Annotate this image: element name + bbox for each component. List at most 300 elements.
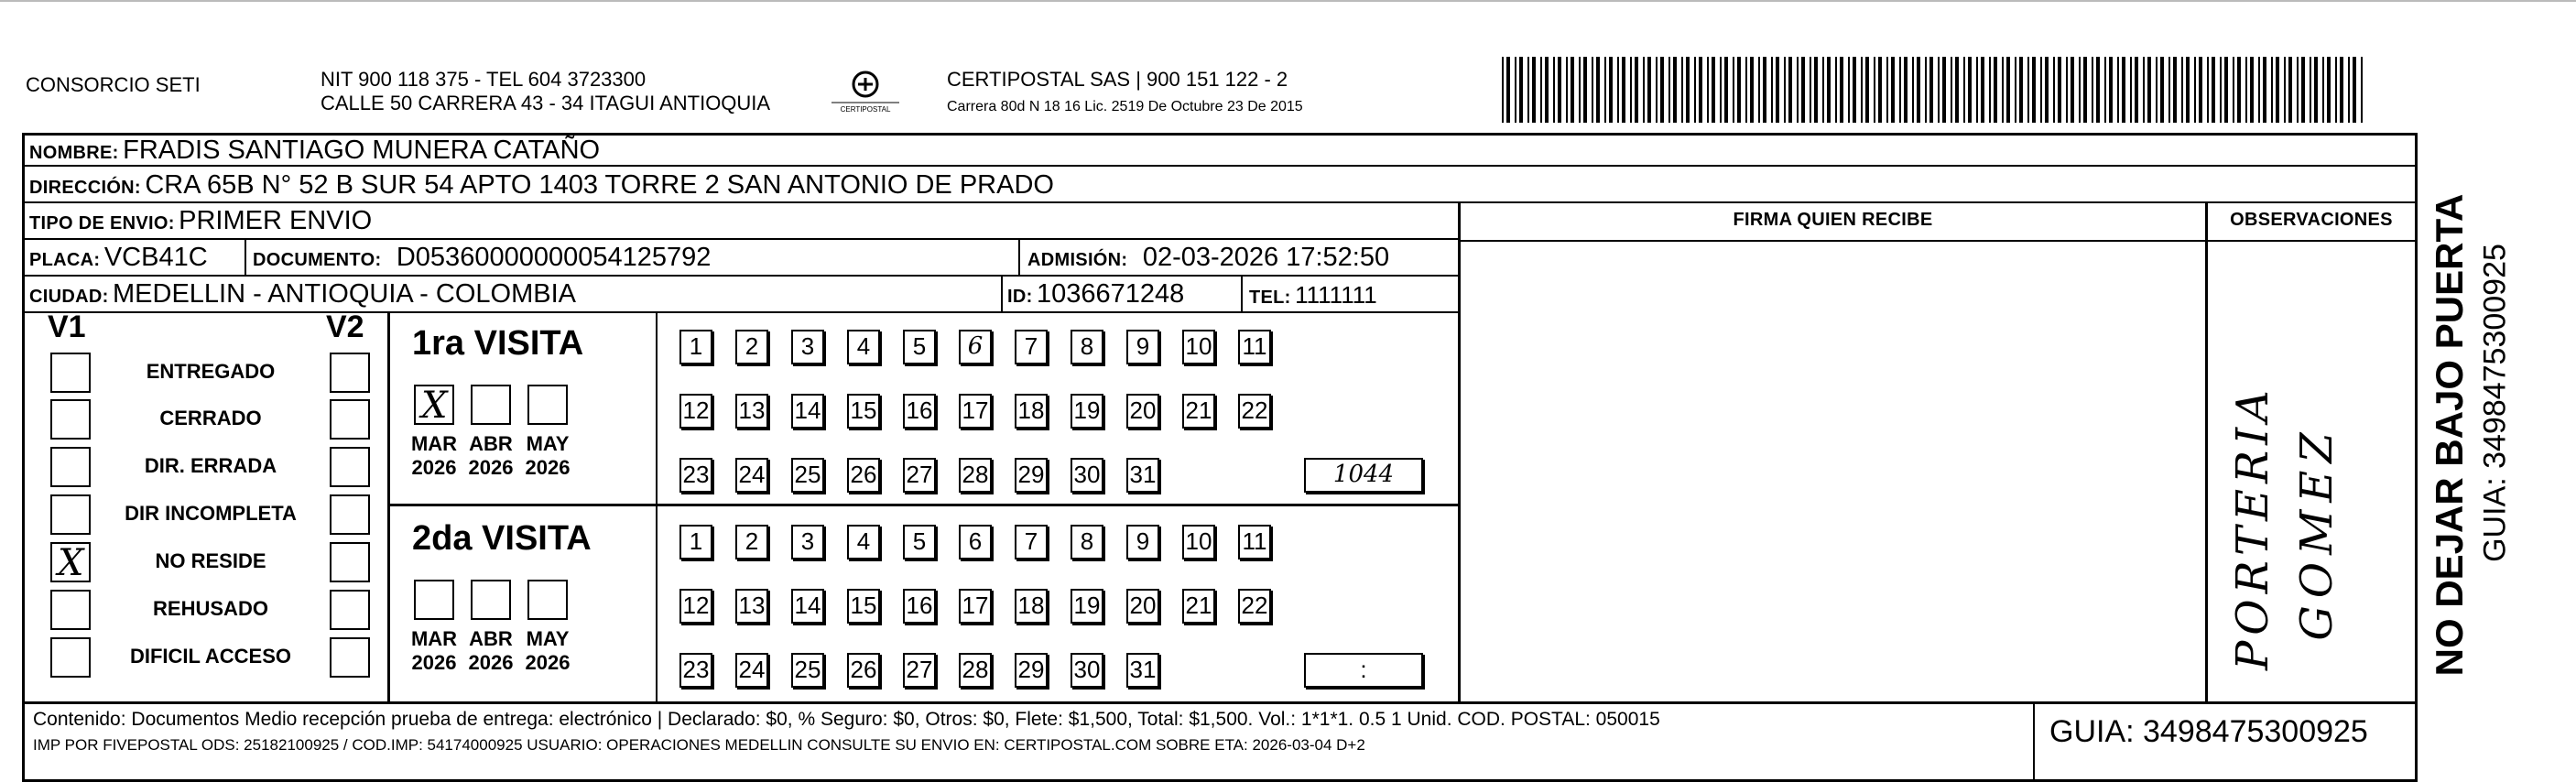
day-box[interactable]: 12 bbox=[679, 394, 712, 429]
barcode-bar bbox=[1814, 57, 1818, 123]
barcode-bar bbox=[1647, 57, 1651, 123]
barcode-bar bbox=[2233, 57, 2234, 123]
day-box[interactable]: 26 bbox=[847, 458, 880, 493]
month-name: MAR bbox=[410, 627, 458, 650]
placa-row bbox=[29, 244, 208, 271]
barcode-bar bbox=[1750, 57, 1754, 123]
day-box[interactable]: 8 bbox=[1071, 525, 1103, 559]
month-checkbox[interactable] bbox=[414, 385, 454, 425]
barcode-bar bbox=[1929, 57, 1933, 123]
month-year: 2026 bbox=[525, 456, 571, 479]
side-guia: GUIA: 3498475300925 bbox=[2477, 244, 2513, 562]
barcode-bar bbox=[1788, 57, 1792, 123]
month-name: MAY bbox=[526, 432, 570, 455]
day-box[interactable]: 30 bbox=[1071, 653, 1103, 688]
tel-row bbox=[1249, 283, 1377, 307]
barcode-bar bbox=[2032, 57, 2036, 123]
barcode-bar bbox=[1532, 57, 1536, 123]
barcode-bar bbox=[1617, 57, 1619, 123]
barcode-bar bbox=[2040, 57, 2042, 123]
barcode-bar bbox=[2301, 57, 2305, 123]
month-name: MAY bbox=[526, 627, 570, 650]
barcode-bar bbox=[2314, 57, 2318, 123]
check-mark: X bbox=[421, 385, 448, 427]
barcode-bar bbox=[2006, 57, 2010, 123]
day-box[interactable]: 29 bbox=[1015, 458, 1048, 493]
day-box[interactable]: 11 bbox=[1238, 330, 1271, 364]
day-box[interactable]: 31 bbox=[1126, 653, 1159, 688]
barcode-bar bbox=[2186, 57, 2190, 123]
day-box[interactable]: 13 bbox=[735, 394, 768, 429]
day-box[interactable]: 6 bbox=[959, 330, 992, 364]
barcode-bar bbox=[1865, 57, 1869, 123]
barcode-bar bbox=[1630, 57, 1632, 123]
month-label bbox=[520, 432, 575, 480]
id-label: ID: bbox=[1007, 287, 1033, 307]
barcode-bar bbox=[2322, 57, 2324, 123]
day-box[interactable]: 11 bbox=[1238, 525, 1271, 559]
documento-row bbox=[253, 244, 711, 271]
barcode-bar bbox=[2199, 57, 2202, 123]
status-v2-checkbox[interactable] bbox=[330, 447, 370, 487]
barcode-bar bbox=[1571, 57, 1574, 123]
barcode-bar bbox=[1506, 57, 1510, 123]
barcode-bar bbox=[1925, 57, 1927, 123]
placa-value: VCB41C bbox=[103, 243, 208, 272]
status-v2-checkbox[interactable] bbox=[330, 399, 370, 440]
barcode-bar bbox=[2327, 57, 2331, 123]
month-year: 2026 bbox=[525, 651, 571, 674]
day-box[interactable]: 17 bbox=[959, 589, 992, 624]
barcode-bar bbox=[2276, 57, 2279, 123]
day-box[interactable]: 21 bbox=[1182, 589, 1215, 624]
barcode-bar bbox=[2053, 57, 2055, 123]
barcode-bar bbox=[1886, 57, 1888, 123]
day-box[interactable]: 28 bbox=[959, 458, 992, 493]
barcode-bar bbox=[2212, 57, 2215, 123]
barcode-bar bbox=[1583, 57, 1587, 123]
status-v1-checkbox[interactable] bbox=[50, 447, 91, 487]
barcode-bar bbox=[1758, 57, 1760, 123]
barcode-bar bbox=[1519, 57, 1523, 123]
status-v2-checkbox[interactable] bbox=[330, 590, 370, 630]
barcode-bar bbox=[2143, 57, 2145, 123]
day-box[interactable]: 4 bbox=[847, 525, 880, 559]
status-v1-checkbox[interactable] bbox=[50, 590, 91, 630]
tel-label: TEL: bbox=[1249, 288, 1291, 308]
barcode-bar bbox=[1848, 57, 1850, 123]
barcode-bar bbox=[1502, 57, 1504, 123]
barcode-bar bbox=[1827, 57, 1831, 123]
barcode-bar bbox=[2130, 57, 2132, 123]
barcode-bar bbox=[2207, 57, 2209, 123]
day-box[interactable]: 27 bbox=[903, 653, 936, 688]
barcode-bar bbox=[1763, 57, 1766, 123]
row-line bbox=[22, 311, 1460, 313]
status-label: NO RESIDE bbox=[155, 549, 266, 572]
barcode-bar bbox=[1660, 57, 1664, 123]
day-box[interactable]: 22 bbox=[1238, 589, 1271, 624]
observaciones-header: OBSERVACIONES bbox=[2230, 210, 2393, 230]
barcode-bar bbox=[2194, 57, 2196, 123]
barcode bbox=[1502, 57, 2372, 123]
no-dejar-warning: NO DEJAR BAJO PUERTA bbox=[2428, 193, 2471, 677]
day-box[interactable]: 27 bbox=[903, 458, 936, 493]
admision-row bbox=[1027, 244, 1389, 271]
barcode-bar bbox=[2335, 57, 2337, 123]
tel-value: 1111111 bbox=[1295, 281, 1377, 309]
day-box[interactable]: 20 bbox=[1126, 589, 1159, 624]
month-label bbox=[463, 432, 518, 480]
col-line-placa bbox=[245, 240, 246, 275]
col-line-footer-guia bbox=[2033, 703, 2035, 781]
barcode-bar bbox=[1558, 57, 1561, 123]
status-label: DIFICIL ACCESO bbox=[129, 645, 291, 668]
col-line-tel bbox=[1241, 277, 1243, 311]
barcode-bar bbox=[1622, 57, 1625, 123]
day-box[interactable]: 24 bbox=[735, 458, 768, 493]
visit-title: 2da VISITA bbox=[412, 519, 592, 558]
day-box[interactable]: 14 bbox=[791, 589, 824, 624]
barcode-bar bbox=[1604, 57, 1606, 123]
barcode-bar bbox=[1515, 57, 1516, 123]
barcode-bar bbox=[2066, 57, 2068, 123]
row-line bbox=[22, 165, 2418, 167]
barcode-bar bbox=[2284, 57, 2286, 123]
barcode-bar bbox=[1784, 57, 1786, 123]
day-box[interactable]: 25 bbox=[791, 458, 824, 493]
barcode-bar bbox=[2237, 57, 2241, 123]
tipo-envio-row bbox=[29, 208, 372, 234]
day-box[interactable]: 4 bbox=[847, 330, 880, 364]
day-box[interactable]: 28 bbox=[959, 653, 992, 688]
barcode-bar bbox=[1810, 57, 1811, 123]
barcode-bar bbox=[1720, 57, 1722, 123]
status-v2-checkbox[interactable] bbox=[330, 494, 370, 535]
barcode-bar bbox=[1994, 57, 1997, 123]
day-box[interactable]: 9 bbox=[1126, 330, 1159, 364]
barcode-bar bbox=[1656, 57, 1658, 123]
direccion-label: DIRECCIÓN: bbox=[29, 178, 141, 198]
admision-label: ADMISIÓN: bbox=[1027, 250, 1128, 270]
day-box[interactable]: 2 bbox=[735, 525, 768, 559]
row-line bbox=[22, 201, 2418, 203]
month-year: 2026 bbox=[411, 456, 457, 479]
barcode-bar bbox=[2147, 57, 2151, 123]
barcode-bar bbox=[1681, 57, 1683, 123]
month-label bbox=[520, 627, 575, 675]
placa-label: PLACA: bbox=[29, 250, 101, 270]
barcode-bar bbox=[2288, 57, 2292, 123]
nit-line: NIT 900 118 375 - TEL 604 3723300 bbox=[321, 68, 647, 91]
barcode-bar bbox=[1694, 57, 1696, 123]
row-line bbox=[22, 238, 1460, 240]
day-box[interactable]: 18 bbox=[1015, 394, 1048, 429]
barcode-bar bbox=[1707, 57, 1709, 123]
barcode-bar bbox=[1981, 57, 1984, 123]
barcode-bar bbox=[2340, 57, 2343, 123]
barcode-bar bbox=[1596, 57, 1600, 123]
barcode-bar bbox=[1822, 57, 1824, 123]
day-box[interactable]: 18 bbox=[1015, 589, 1048, 624]
barcode-bar bbox=[1976, 57, 1978, 123]
ciudad-row bbox=[29, 281, 576, 308]
barcode-bar bbox=[1801, 57, 1805, 123]
handwriting-line-1: PORTERIA bbox=[2227, 385, 2278, 670]
barcode-bar bbox=[1592, 57, 1593, 123]
barcode-bar bbox=[1737, 57, 1741, 123]
barcode-bar bbox=[2027, 57, 2029, 123]
day-box[interactable]: 16 bbox=[903, 394, 936, 429]
barcode-bar bbox=[2071, 57, 2074, 123]
barcode-bar bbox=[2245, 57, 2247, 123]
barcode-bar bbox=[1771, 57, 1773, 123]
month-year: 2026 bbox=[411, 651, 457, 674]
time-box[interactable]: : bbox=[1304, 653, 1423, 688]
status-divider bbox=[387, 311, 390, 701]
month-checkbox[interactable] bbox=[527, 385, 568, 425]
day-box[interactable]: 14 bbox=[791, 394, 824, 429]
day-box[interactable]: 23 bbox=[679, 458, 712, 493]
day-box[interactable]: 21 bbox=[1182, 394, 1215, 429]
nombre-value: FRADIS SANTIAGO MUNERA CATAÑO bbox=[123, 136, 601, 165]
day-box[interactable]: 1 bbox=[679, 525, 712, 559]
barcode-bar bbox=[2135, 57, 2138, 123]
nombre-row bbox=[29, 137, 600, 164]
barcode-bar bbox=[2224, 57, 2228, 123]
day-box[interactable]: 10 bbox=[1182, 525, 1215, 559]
day-box[interactable]: 19 bbox=[1071, 589, 1103, 624]
barcode-bar bbox=[1891, 57, 1895, 123]
nombre-label: NOMBRE: bbox=[29, 143, 119, 163]
logo-text: CERTIPOSTAL bbox=[840, 105, 891, 114]
barcode-bar bbox=[1579, 57, 1581, 123]
status-label: CERRADO bbox=[159, 407, 262, 429]
month-checkbox[interactable] bbox=[527, 580, 568, 620]
barcode-bar bbox=[1553, 57, 1555, 123]
month-name: ABR bbox=[469, 627, 513, 650]
footer-guia: GUIA: 3498475300925 bbox=[2049, 714, 2368, 749]
day-box[interactable]: 19 bbox=[1071, 394, 1103, 429]
scan-edge bbox=[0, 0, 2576, 2]
barcode-bar bbox=[2109, 57, 2113, 123]
ciudad-label: CIUDAD: bbox=[29, 287, 109, 307]
time-box[interactable]: 1044 bbox=[1304, 458, 1423, 493]
id-row bbox=[1007, 281, 1184, 308]
day-box[interactable]: 3 bbox=[791, 330, 824, 364]
barcode-bar bbox=[2156, 57, 2158, 123]
tipo-envio-value: PRIMER ENVIO bbox=[179, 206, 373, 235]
barcode-bar bbox=[2258, 57, 2260, 123]
day-box[interactable]: 22 bbox=[1238, 394, 1271, 429]
barcode-bar bbox=[2002, 57, 2004, 123]
barcode-bar bbox=[1527, 57, 1529, 123]
day-box[interactable]: 30 bbox=[1071, 458, 1103, 493]
barcode-bar bbox=[2019, 57, 2023, 123]
status-v2-checkbox[interactable] bbox=[330, 542, 370, 582]
barcode-bar bbox=[1874, 57, 1875, 123]
barcode-bar bbox=[1840, 57, 1843, 123]
address-line: CALLE 50 CARRERA 43 - 34 ITAGUI ANTIOQUIA bbox=[321, 92, 771, 114]
barcode-bar bbox=[2353, 57, 2356, 123]
footer-imp: IMP POR FIVEPOSTAL ODS: 25182100925 / COD.IMP: 54174000925 USUARIO: OPERACIONES MEDELLIN CONSULTE SU ENVIO EN: CERTIPOSTAL.COM SOBRE ETA: 2026-03-04 D+2 bbox=[33, 736, 1365, 754]
ciudad-value: MEDELLIN - ANTIOQUIA - COLOMBIA bbox=[113, 279, 576, 309]
status-v2-checkbox[interactable] bbox=[330, 637, 370, 678]
day-box[interactable]: 26 bbox=[847, 653, 880, 688]
barcode-bar bbox=[2348, 57, 2350, 123]
day-box[interactable]: 24 bbox=[735, 653, 768, 688]
col-line-id bbox=[1001, 277, 1003, 311]
barcode-bar bbox=[1540, 57, 1542, 123]
month-label bbox=[407, 627, 462, 675]
direccion-value: CRA 65B N° 52 B SUR 54 APTO 1403 TORRE 2 SAN ANTONIO DE PRADO bbox=[145, 170, 1054, 200]
col-line-firma bbox=[1458, 201, 1461, 701]
barcode-bar bbox=[2181, 57, 2183, 123]
barcode-bar bbox=[1938, 57, 1940, 123]
barcode-bar bbox=[1917, 57, 1920, 123]
footer-line bbox=[22, 701, 2418, 704]
footer-contenido: Contenido: Documentos Medio recepción prueba de entrega: electrónico | Declarado: $0, % Seguro: $0, Otros: $0, Flete: $1,500, Total: $1,500. Vol.: 1*1*1. 0.5 1 Unid. COD. POSTAL: 050015 bbox=[33, 709, 1660, 730]
day-box[interactable]: 15 bbox=[847, 394, 880, 429]
day-box[interactable]: 6 bbox=[959, 525, 992, 559]
day-box[interactable]: 5 bbox=[903, 525, 936, 559]
month-label bbox=[463, 627, 518, 675]
day-box[interactable]: 13 bbox=[735, 589, 768, 624]
day-box[interactable]: 31 bbox=[1126, 458, 1159, 493]
company-name: CONSORCIO SETI bbox=[26, 73, 201, 96]
barcode-bar bbox=[2079, 57, 2081, 123]
barcode-bar bbox=[1951, 57, 1952, 123]
tipo-envio-label: TIPO DE ENVIO: bbox=[29, 213, 175, 234]
barcode-bar bbox=[2297, 57, 2299, 123]
month-checkbox[interactable] bbox=[471, 385, 511, 425]
direccion-row bbox=[29, 172, 1054, 199]
barcode-bar bbox=[2250, 57, 2254, 123]
observaciones-handwriting bbox=[2227, 385, 2447, 670]
day-box[interactable]: 15 bbox=[847, 589, 880, 624]
day-box[interactable]: 10 bbox=[1182, 330, 1215, 364]
barcode-bar bbox=[1989, 57, 1991, 123]
barcode-bar bbox=[2117, 57, 2119, 123]
barcode-bar bbox=[1609, 57, 1613, 123]
month-checkbox[interactable] bbox=[414, 580, 454, 620]
barcode-bar bbox=[1899, 57, 1901, 123]
documento-value: D05360000000054125792 bbox=[396, 243, 712, 272]
status-label: REHUSADO bbox=[153, 597, 268, 620]
id-value: 1036671248 bbox=[1037, 279, 1185, 309]
day-box[interactable]: 20 bbox=[1126, 394, 1159, 429]
barcode-bar bbox=[2263, 57, 2266, 123]
day-box[interactable]: 7 bbox=[1015, 330, 1048, 364]
v1-label: V1 bbox=[48, 310, 86, 344]
barcode-bar bbox=[1963, 57, 1965, 123]
day-box[interactable]: 17 bbox=[959, 394, 992, 429]
barcode-bar bbox=[1853, 57, 1856, 123]
barcode-bar bbox=[2173, 57, 2177, 123]
day-box[interactable]: 5 bbox=[903, 330, 936, 364]
day-box[interactable]: 1 bbox=[679, 330, 712, 364]
barcode-bar bbox=[1861, 57, 1863, 123]
documento-label: DOCUMENTO: bbox=[253, 250, 382, 270]
status-label: DIR INCOMPLETA bbox=[125, 502, 297, 525]
status-v1-checkbox[interactable] bbox=[50, 353, 91, 393]
barcode-bar bbox=[1968, 57, 1972, 123]
barcode-bar bbox=[1835, 57, 1837, 123]
barcode-bar bbox=[2058, 57, 2061, 123]
day-box[interactable]: 16 bbox=[903, 589, 936, 624]
firma-header: FIRMA QUIEN RECIBE bbox=[1733, 210, 1933, 230]
status-v1-checkbox[interactable] bbox=[50, 637, 91, 678]
barcode-bar bbox=[2092, 57, 2093, 123]
barcode-bar bbox=[1733, 57, 1734, 123]
barcode-bar bbox=[1566, 57, 1568, 123]
day-box[interactable]: 23 bbox=[679, 653, 712, 688]
status-v2-checkbox[interactable] bbox=[330, 353, 370, 393]
barcode-bar bbox=[1699, 57, 1702, 123]
day-box[interactable]: 29 bbox=[1015, 653, 1048, 688]
status-label: DIR. ERRADA bbox=[144, 454, 277, 477]
barcode-bar bbox=[2015, 57, 2016, 123]
v2-label: V2 bbox=[326, 310, 364, 344]
barcode-bar bbox=[1955, 57, 1959, 123]
barcode-bar bbox=[1912, 57, 1914, 123]
status-v1-checkbox[interactable] bbox=[50, 542, 91, 582]
visit-divider bbox=[387, 504, 1459, 506]
month-label bbox=[407, 432, 462, 480]
admision-value: 02-03-2026 17:52:50 bbox=[1142, 243, 1390, 272]
barcode-bar bbox=[2220, 57, 2222, 123]
certipostal-logo bbox=[826, 66, 905, 123]
barcode-bar bbox=[1686, 57, 1690, 123]
col-line-observaciones bbox=[2205, 201, 2208, 701]
month-year: 2026 bbox=[468, 651, 514, 674]
day-box[interactable]: 8 bbox=[1071, 330, 1103, 364]
status-v1-checkbox[interactable] bbox=[50, 494, 91, 535]
day-box[interactable]: 9 bbox=[1126, 525, 1159, 559]
visit-title: 1ra VISITA bbox=[412, 324, 584, 363]
license-line: Carrera 80d N 18 16 Lic. 2519 De Octubre 23 De 2015 bbox=[947, 99, 1303, 114]
barcode-bar bbox=[2168, 57, 2170, 123]
day-box[interactable]: 12 bbox=[679, 589, 712, 624]
barcode-bar bbox=[1904, 57, 1908, 123]
visit-col-divider bbox=[656, 311, 658, 701]
form-left-border bbox=[22, 133, 25, 782]
barcode-bar bbox=[2104, 57, 2106, 123]
barcode-bar bbox=[1712, 57, 1715, 123]
barcode-bar bbox=[2310, 57, 2311, 123]
barcode-bar bbox=[1724, 57, 1728, 123]
barcode-bar bbox=[1745, 57, 1747, 123]
day-box[interactable]: 7 bbox=[1015, 525, 1048, 559]
barcode-bar bbox=[1942, 57, 1946, 123]
signature-area[interactable] bbox=[1462, 242, 2203, 700]
check-mark: X bbox=[58, 542, 84, 584]
barcode-bar bbox=[1776, 57, 1779, 123]
barcode-bar bbox=[2160, 57, 2164, 123]
barcode-bar bbox=[1878, 57, 1882, 123]
day-box[interactable]: 3 bbox=[791, 525, 824, 559]
status-v1-checkbox[interactable] bbox=[50, 399, 91, 440]
barcode-bar bbox=[1673, 57, 1677, 123]
barcode-bar bbox=[2045, 57, 2049, 123]
day-box[interactable]: 2 bbox=[735, 330, 768, 364]
handwriting-line-2: GOMEZ bbox=[2291, 425, 2342, 641]
barcode-bar bbox=[1797, 57, 1799, 123]
day-box[interactable]: 25 bbox=[791, 653, 824, 688]
status-label: ENTREGADO bbox=[146, 360, 276, 383]
month-checkbox[interactable] bbox=[471, 580, 511, 620]
barcode-bar bbox=[2361, 57, 2363, 123]
